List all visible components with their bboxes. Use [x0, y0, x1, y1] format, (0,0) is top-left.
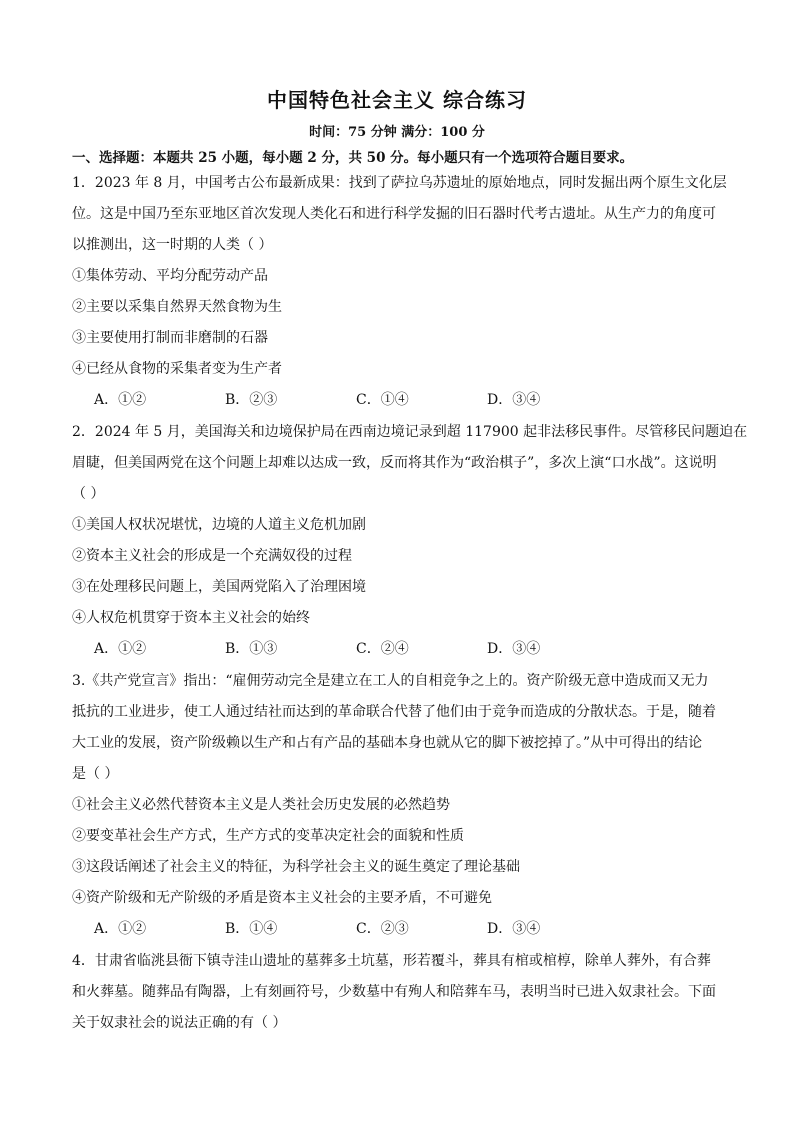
- option-c[interactable]: C．②③: [356, 921, 409, 937]
- question-1-options: [94, 389, 618, 409]
- exam-info: 时间：75 分钟 满分：100 分: [309, 125, 485, 140]
- question-3-stem-line: 抵抗的工业进步，使工人通过结社而达到的革命联合代替了他们由于竞争而造成的分散状态。于是，随着: [72, 704, 716, 720]
- question-2-item: ①美国人权状况堪忧，边境的人道主义危机加剧: [72, 517, 366, 533]
- question-1-item: ①集体劳动、平均分配劳动产品: [72, 268, 268, 284]
- question-2-stem-line: 2．2024 年 5 月，美国海关和边境保护局在西南边境记录到超 117900 起非法移民事件。尽管移民问题迫在: [72, 424, 748, 440]
- question-3-item: ①社会主义必然代替资本主义是人类社会历史发展的必然趋势: [72, 797, 450, 813]
- page-title: 中国特色社会主义 综合练习: [267, 88, 527, 112]
- question-2-stem-line: （ ）: [72, 486, 105, 502]
- question-3-stem-line: 是（ ）: [72, 766, 119, 782]
- question-2-options: [94, 638, 618, 658]
- question-1-item: ②主要以采集自然界天然食物为生: [72, 299, 282, 315]
- option-c[interactable]: C．②④: [356, 641, 409, 657]
- question-3-stem-line: 3.《共产党宣言》指出：“雇佣劳动完全是建立在工人的自相竞争之上的。资产阶级无意中造成而又无力: [72, 673, 709, 689]
- question-1-stem-line: 位。这是中国乃至东亚地区首次发现人类化石和进行科学发掘的旧石器时代考古遗址。从生产力的角度可: [72, 206, 716, 222]
- option-d[interactable]: D．③④: [487, 921, 541, 937]
- question-4-stem-line: 和火葬墓。随葬品有陶器，上有刻画符号，少数墓中有殉人和陪葬车马，表明当时已进入奴隶社会。下面: [72, 984, 716, 1000]
- question-1-item: ③主要使用打制而非磨制的石器: [72, 330, 268, 346]
- question-3-stem-line: 大工业的发展，资产阶级赖以生产和占有产品的基础本身也就从它的脚下被挖掉了。”从中可得出的结论: [72, 735, 703, 751]
- option-d[interactable]: D．③④: [487, 392, 541, 408]
- question-3-item: ③这段话阐述了社会主义的特征，为科学社会主义的诞生奠定了理论基础: [72, 859, 520, 875]
- option-b[interactable]: B．①④: [225, 921, 278, 937]
- option-a[interactable]: A．①②: [94, 921, 147, 937]
- option-c[interactable]: C．①④: [356, 392, 409, 408]
- option-d[interactable]: D．③④: [487, 641, 541, 657]
- question-4-stem-line: 4．甘肃省临洮县衙下镇寺洼山遗址的墓葬多土坑墓，形若覆斗，葬具有棺或棺椁，除单人葬外，有合葬: [72, 953, 711, 969]
- option-b[interactable]: B．②③: [225, 392, 278, 408]
- question-4-stem-line: 关于奴隶社会的说法正确的有（ ）: [72, 1015, 287, 1031]
- question-1-stem-line: 以推测出，这一时期的人类（ ）: [72, 237, 273, 253]
- option-b[interactable]: B．①③: [225, 641, 278, 657]
- option-a[interactable]: A．①②: [94, 641, 147, 657]
- question-2-item: ④人权危机贯穿于资本主义社会的始终: [72, 610, 310, 626]
- question-1-stem-line: 1．2023 年 8 月，中国考古公布最新成果：找到了萨拉乌苏遗址的原始地点，同时发掘出两个原生文化层: [72, 175, 727, 191]
- section-heading: 一、选择题：本题共 25 小题，每小题 2 分，共 50 分。每小题只有一个选项符合题目要求。: [72, 150, 634, 166]
- question-3-item: ④资产阶级和无产阶级的矛盾是资本主义社会的主要矛盾，不可避免: [72, 890, 492, 906]
- question-1-item: ④已经从食物的采集者变为生产者: [72, 361, 282, 377]
- question-2-stem-line: 眉睫，但美国两党在这个问题上却难以达成一致，反而将其作为“政治棋子”，多次上演“口水战”。这说明: [72, 455, 717, 471]
- question-2-item: ③在处理移民问题上，美国两党陷入了治理困境: [72, 579, 366, 595]
- option-a[interactable]: A．①②: [94, 392, 147, 408]
- question-3-options: [94, 918, 618, 938]
- question-3-item: ②要变革社会生产方式，生产方式的变革决定社会的面貌和性质: [72, 828, 464, 844]
- question-2-item: ②资本主义社会的形成是一个充满奴役的过程: [72, 548, 352, 564]
